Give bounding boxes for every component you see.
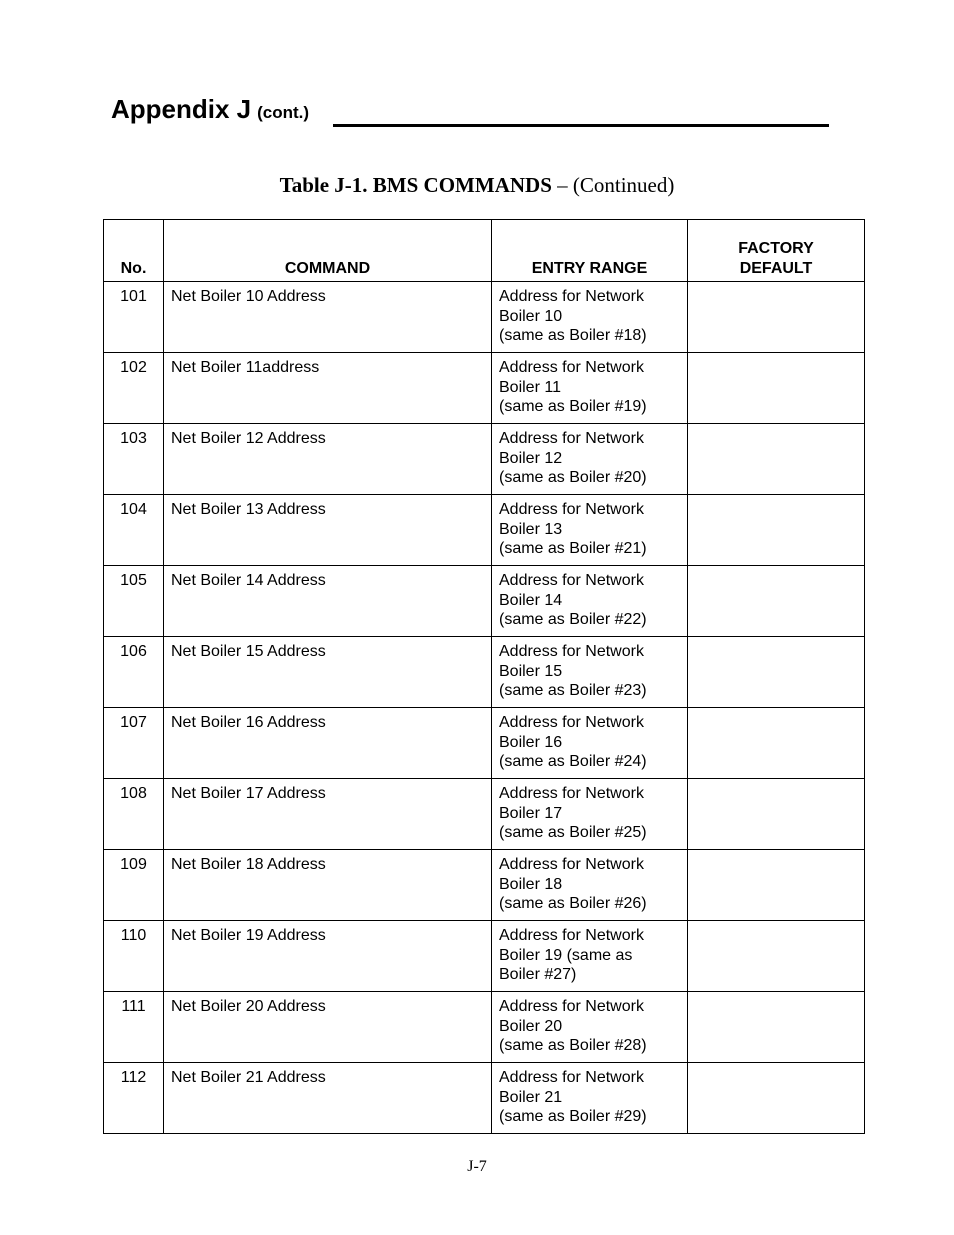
cell-factory-default [688, 921, 865, 992]
cell-command-text: Net Boiler 13 Address [171, 501, 326, 518]
cell-factory-default [688, 495, 865, 566]
cell-entry-range [492, 282, 688, 353]
cell-entry-range-text: Address for Network [499, 714, 644, 731]
cell-entry-range-text: Address for Network [499, 1069, 644, 1086]
table-header-row [104, 220, 865, 282]
cell-entry-range-text: (same as Boiler #22) [499, 611, 647, 628]
cell-no [104, 779, 164, 850]
column-header-factory-default [688, 220, 865, 282]
cell-command-text: Net Boiler 16 Address [171, 714, 326, 731]
cell-factory-default [688, 1063, 865, 1134]
cell-entry-range-text: (same as Boiler #26) [499, 895, 647, 912]
cell-command-text: Net Boiler 15 Address [171, 643, 326, 660]
cell-no-text: 109 [120, 856, 147, 873]
cell-command [164, 637, 492, 708]
cell-command [164, 1063, 492, 1134]
cell-entry-range-text: Boiler 12 [499, 449, 563, 467]
table-caption [0, 173, 954, 198]
cell-entry-range-text: (same as Boiler #21) [499, 540, 647, 557]
cell-no [104, 992, 164, 1063]
cell-factory-default [688, 353, 865, 424]
cell-entry-range-text: Boiler 19 (same as [499, 946, 633, 964]
table-row [104, 708, 865, 779]
column-header-factory: FACTORY [738, 240, 814, 257]
cell-no [104, 282, 164, 353]
cell-command-text: Net Boiler 14 Address [171, 572, 326, 589]
cell-entry-range [492, 1063, 688, 1134]
cell-factory-default [688, 637, 865, 708]
cell-no-text: 111 [121, 998, 146, 1015]
cell-entry-range [492, 495, 688, 566]
cell-factory-default [688, 779, 865, 850]
cell-command-text: Net Boiler 17 Address [171, 785, 326, 802]
table-row [104, 992, 865, 1063]
column-header-entry-range: ENTRY RANGE [492, 220, 688, 282]
cell-no [104, 708, 164, 779]
table-row [104, 282, 865, 353]
cell-command-text: Net Boiler 20 Address [171, 998, 326, 1015]
cell-no-text: 108 [120, 785, 147, 802]
cell-command [164, 353, 492, 424]
cell-entry-range-text: Address for Network [499, 785, 644, 802]
cell-no [104, 353, 164, 424]
column-header-no: No. [104, 220, 164, 282]
cell-entry-range-text: (same as Boiler #19) [499, 398, 647, 415]
table-row [104, 424, 865, 495]
cell-entry-range-text: Address for Network [499, 359, 644, 376]
cell-command [164, 424, 492, 495]
cell-entry-range-text: Boiler 15 [499, 662, 563, 680]
cell-entry-range [492, 921, 688, 992]
cell-command-text: Net Boiler 11address [171, 359, 320, 376]
cell-no-text: 106 [120, 643, 147, 660]
cell-no-text: 102 [120, 359, 147, 376]
cell-entry-range [492, 779, 688, 850]
cell-command-text: Net Boiler 10 Address [171, 288, 326, 305]
page-subtitle: (cont.) [257, 103, 310, 122]
header-rule [333, 124, 829, 127]
table-row [104, 637, 865, 708]
cell-command [164, 566, 492, 637]
cell-entry-range-text: Address for Network [499, 643, 644, 660]
bms-commands-table [103, 219, 865, 1134]
cell-entry-range-text: Boiler 14 [499, 591, 563, 609]
cell-entry-range-text: Boiler 18 [499, 875, 563, 893]
table-row [104, 566, 865, 637]
cell-no [104, 1063, 164, 1134]
cell-entry-range [492, 637, 688, 708]
cell-entry-range-text: (same as Boiler #18) [499, 327, 647, 344]
cell-factory-default [688, 566, 865, 637]
cell-factory-default [688, 850, 865, 921]
cell-entry-range-text: (same as Boiler #24) [499, 753, 647, 770]
column-header-command: COMMAND [164, 220, 492, 282]
cell-entry-range-text: Address for Network [499, 501, 644, 518]
cell-no [104, 921, 164, 992]
cell-entry-range-text: Address for Network [499, 572, 644, 589]
cell-command-text: Net Boiler 19 Address [171, 927, 326, 944]
page-header [111, 94, 309, 125]
cell-entry-range-text: Boiler 11 [499, 378, 561, 396]
table-body [104, 282, 865, 1134]
cell-command [164, 921, 492, 992]
cell-no [104, 850, 164, 921]
cell-no [104, 424, 164, 495]
cell-command-text: Net Boiler 21 Address [171, 1069, 326, 1086]
cell-entry-range-text: Boiler 16 [499, 733, 563, 751]
cell-entry-range-text: Boiler 13 [499, 520, 563, 538]
page-title: Appendix J [111, 94, 252, 124]
cell-command-text: Net Boiler 18 Address [171, 856, 326, 873]
cell-entry-range-text: Boiler #27) [499, 966, 577, 983]
table-row [104, 779, 865, 850]
cell-entry-range-text: (same as Boiler #23) [499, 682, 647, 699]
cell-command [164, 779, 492, 850]
cell-entry-range-text: Boiler 20 [499, 1017, 563, 1035]
cell-entry-range [492, 992, 688, 1063]
cell-entry-range-text: (same as Boiler #20) [499, 469, 647, 486]
cell-command [164, 850, 492, 921]
cell-entry-range [492, 708, 688, 779]
cell-factory-default [688, 282, 865, 353]
cell-command [164, 708, 492, 779]
cell-command-text: Net Boiler 12 Address [171, 430, 326, 447]
cell-no-text: 104 [120, 501, 147, 518]
cell-entry-range [492, 353, 688, 424]
cell-command [164, 992, 492, 1063]
cell-entry-range [492, 850, 688, 921]
cell-factory-default [688, 424, 865, 495]
cell-entry-range-text: Address for Network [499, 856, 644, 873]
table-caption-suffix: – (Continued) [551, 173, 675, 197]
table-row [104, 921, 865, 992]
cell-no [104, 566, 164, 637]
cell-entry-range-text: Boiler 10 [499, 307, 563, 325]
cell-entry-range [492, 566, 688, 637]
cell-no-text: 105 [120, 572, 147, 589]
column-header-default: DEFAULT [739, 260, 813, 277]
cell-factory-default [688, 992, 865, 1063]
cell-command [164, 495, 492, 566]
cell-entry-range-text: Address for Network [499, 998, 644, 1015]
table-row [104, 495, 865, 566]
cell-entry-range-text: Address for Network [499, 288, 644, 305]
cell-no-text: 107 [120, 714, 147, 731]
cell-no [104, 637, 164, 708]
cell-entry-range [492, 424, 688, 495]
cell-command [164, 282, 492, 353]
cell-no [104, 495, 164, 566]
cell-no-text: 101 [120, 288, 147, 305]
table-row [104, 353, 865, 424]
cell-entry-range-text: (same as Boiler #25) [499, 824, 647, 841]
cell-entry-range-text: (same as Boiler #28) [499, 1037, 647, 1054]
table-row [104, 1063, 865, 1134]
cell-entry-range-text: Address for Network [499, 927, 644, 944]
cell-entry-range-text: Address for Network [499, 430, 644, 447]
table-caption-label: Table J-1. BMS COMMANDS [279, 173, 552, 197]
table-row [104, 850, 865, 921]
cell-no-text: 103 [120, 430, 147, 447]
page-number: J-7 [467, 1158, 487, 1175]
cell-no-text: 110 [120, 927, 147, 944]
cell-factory-default [688, 708, 865, 779]
cell-no-text: 112 [120, 1069, 147, 1086]
cell-entry-range-text: Boiler 17 [499, 804, 563, 822]
cell-entry-range-text: (same as Boiler #29) [499, 1108, 647, 1125]
cell-entry-range-text: Boiler 21 [499, 1088, 563, 1106]
